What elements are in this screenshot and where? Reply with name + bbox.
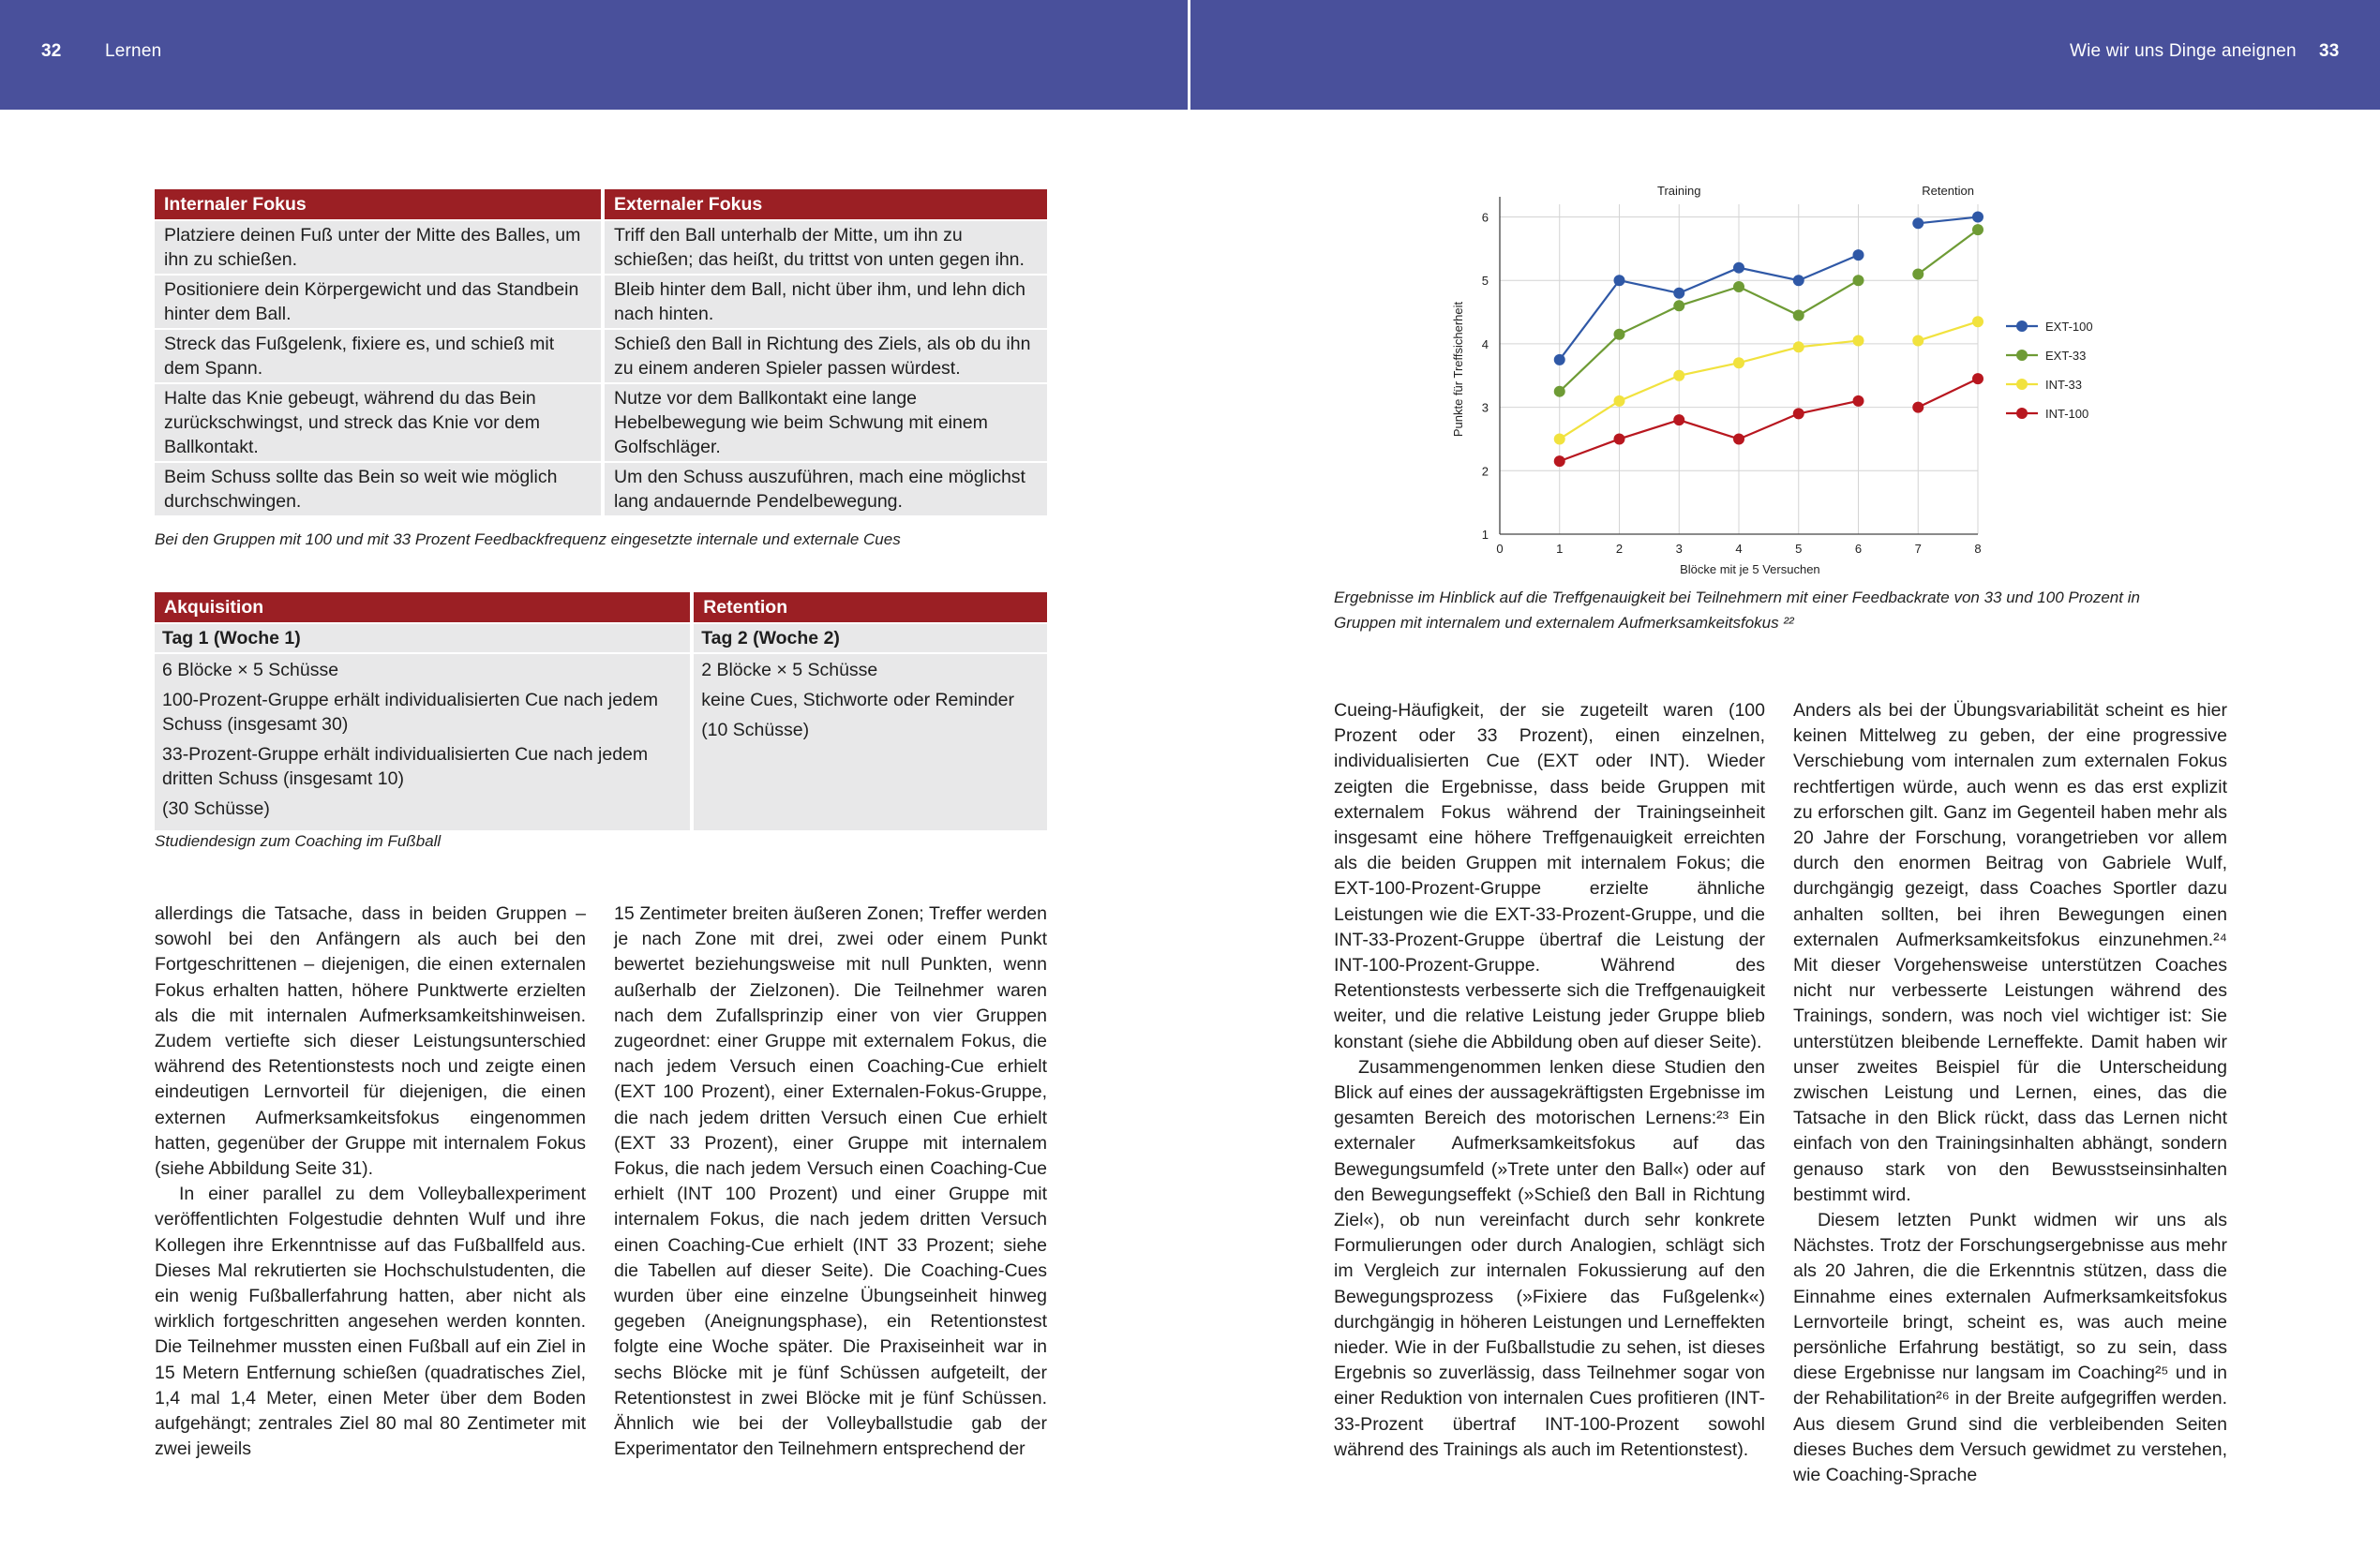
design-item: 6 Blöcke × 5 Schüsse — [162, 660, 339, 680]
left-page-number: 32 — [41, 41, 62, 61]
x-tick-label: 8 — [1974, 542, 1982, 556]
table-cell: Bleib hinter dem Ball, nicht über ihm, und lehn dich nach hinten. — [601, 276, 1047, 328]
design-item: 100-Prozent-Gruppe erhält individualisierten Cue nach jedem Schuss (insgesamt 30) — [162, 690, 658, 735]
data-point — [1912, 217, 1923, 229]
data-point — [1853, 249, 1864, 261]
legend-label: EXT-100 — [2045, 320, 2093, 334]
table-cell: Beim Schuss sollte das Bein so weit wie möglich durchschwingen. — [155, 463, 601, 515]
data-point — [1853, 395, 1864, 407]
data-point — [1733, 357, 1744, 368]
data-point — [1554, 455, 1565, 467]
data-point — [1793, 309, 1804, 320]
table-row — [155, 276, 1047, 328]
x-tick-label: 0 — [1496, 542, 1504, 556]
data-point — [1912, 268, 1923, 279]
design-item: (30 Schüsse) — [162, 798, 270, 819]
series-line-retention — [1918, 230, 1978, 274]
data-point — [1972, 212, 1983, 223]
data-point — [1912, 335, 1923, 347]
legend-marker — [2016, 379, 2028, 390]
left-body-column-2 — [614, 902, 1047, 1462]
data-point — [1673, 370, 1684, 381]
x-tick-label: 6 — [1854, 542, 1863, 556]
data-point — [1554, 433, 1565, 444]
table-cell — [690, 654, 1047, 830]
data-point — [1673, 414, 1684, 425]
line-chart — [1444, 178, 2128, 581]
series-line-training — [1560, 341, 1859, 440]
design-item: 2 Blöcke × 5 Schüsse — [701, 660, 878, 680]
y-tick-label: 6 — [1481, 210, 1489, 225]
table-header: Internaler Fokus — [155, 189, 601, 219]
table-cell: Streck das Fußgelenk, fixiere es, und schieß mit dem Spann. — [155, 330, 601, 382]
left-page-header — [0, 0, 1188, 110]
table-row — [155, 330, 1047, 382]
cues-table — [155, 187, 1047, 517]
table-header: Retention — [690, 592, 1047, 622]
y-tick-label: 3 — [1481, 400, 1489, 415]
x-tick-label: 2 — [1615, 542, 1624, 556]
data-point — [1614, 275, 1625, 286]
table-subheader: Tag 1 (Woche 1) — [155, 624, 690, 652]
table-header: Externaler Fokus — [601, 189, 1047, 219]
design-item: (10 Schüsse) — [701, 720, 810, 740]
y-tick-label: 5 — [1481, 274, 1489, 289]
table-cell: Um den Schuss auszuführen, mach eine möglichst lang andauernde Pendelbewegung. — [601, 463, 1047, 515]
table-header: Akquisition — [155, 592, 690, 622]
data-point — [1972, 224, 1983, 235]
x-tick-label: 7 — [1914, 542, 1922, 556]
paragraph: Cueing-Häufigkeit, der sie zugeteilt waren (100 Prozent oder 33 Prozent), einen einzelnen, individualisierten Cue (EXT oder INT). Wieder zeigten die Ergebnisse, dass beide Gruppen mit externalem Fokus während der Trainingseinheit insgesamt eine höhere Treffgenauigkeit erreichten als die beiden Gruppen mit internalem Fokus; die EXT-100-Prozent-Gruppe erzielte ähnliche Leistungen wie die EXT-33-Prozent-Gruppe, und die INT-33-Prozent-Gruppe übertraf die Leistung der INT-100-Prozent-Gruppe. Während des Retentionstests verbesserte sich die Treffgenauigkeit weiter, und die relative Leistung jeder Gruppe blieb konstant (siehe die Abbildung oben auf dieser Seite). — [1334, 700, 1765, 1052]
legend-marker — [2016, 350, 2028, 361]
data-point — [1673, 300, 1684, 311]
data-point — [1793, 275, 1804, 286]
y-axis-label: Punkte für Treffsicherheit — [1451, 301, 1465, 438]
table-row — [155, 654, 1047, 830]
legend-label: INT-33 — [2045, 378, 2083, 392]
legend-marker — [2016, 408, 2028, 419]
data-point — [1912, 402, 1923, 413]
table-cell: Triff den Ball unterhalb der Mitte, um ihn zu schießen; das heißt, du trittst von unten gegen ihn. — [601, 221, 1047, 274]
left-running-title: Lernen — [105, 41, 162, 61]
table-cell: Halte das Knie gebeugt, während du das Bein zurückschwingst, und streck das Knie vor dem Ballkontakt. — [155, 384, 601, 461]
series-line-retention — [1918, 321, 1978, 340]
left-body-column-1 — [155, 902, 586, 1462]
paragraph: In einer parallel zu dem Volleyballexperiment veröffentlichten Folgestudie dehnten Wulf und ihre Kollegen ihre Erkenntnisse auf das Fußballfeld aus. Dieses Mal rekrutierten sie Hochschulstudenten, die ein wenig Fußballerfahrung hatten, aber nicht als wirklich fortgeschritten angesehen werden konnten. Die Teilnehmer mussten einen Fußball auf ein Ziel in 15 Metern Entfernung schießen (quadratisches Ziel, 1,4 mal 1,4 Meter, einen Meter über dem Boden aufgehängt; zentrales Ziel 80 mal 80 Zentimeter mit zwei jeweils — [155, 1184, 586, 1460]
design-item: keine Cues, Stichworte oder Reminder — [701, 690, 1015, 710]
data-point — [1733, 262, 1744, 274]
data-point — [1853, 275, 1864, 286]
right-page-number: 33 — [2319, 41, 2340, 61]
data-point — [1972, 316, 1983, 327]
data-point — [1614, 329, 1625, 340]
chart-caption: Ergebnisse im Hinblick auf die Treffgenauigkeit bei Teilnehmern mit einer Feedbackrate von 33 und 100 Prozent in Gruppen mit internalem und externalem Aufmerksamkeitsfokus ²² — [1334, 589, 2140, 632]
table-subheader: Tag 2 (Woche 2) — [690, 624, 1047, 652]
right-running-title: Wie wir uns Dinge aneignen — [2070, 41, 2297, 61]
table-cell: Platziere deinen Fuß unter der Mitte des Balles, um ihn zu schießen. — [155, 221, 601, 274]
paragraph: Anders als bei der Übungsvariabilität scheint es hier keinen Mittelweg zu geben, der eine progressive Verschiebung vom internalen zum externalen Fokus rechtfertigen würde, auch wenn es das erst explizit zu erforschen gilt. Ganz im Gegenteil haben mehr als 20 Jahre der Forschung, vorangetrieben vor allem durch den enormen Beitrag von Gabriele Wulf, durchgängig gezeigt, dass Coaches Sportler dazu anhalten sollten, bei ihren Bewegungen einen externalen Aufmerksamkeitsfokus einzunehmen.²⁴ Mit dieser Vorgehensweise unterstützen Coaches nicht nur verbesserte Leistungen während des Trainings, sondern, was noch viel wichtiger ist: Sie unterstützen bleibende Lerneffekte. Damit haben wir unser zweites Beispiel für die Unterscheidung zwischen Leistung und Lernen, eines, das die Tatsache in den Blick rückt, dass das Lernen nicht einfach von den Trainingsinhalten abhängt, sondern genauso stark von den Bewusstseinsinhalten bestimmt wird. — [1793, 700, 2227, 1205]
data-point — [1554, 386, 1565, 397]
data-point — [1554, 354, 1565, 365]
data-point — [1614, 395, 1625, 407]
x-axis-label: Blöcke mit je 5 Versuchen — [1680, 562, 1820, 576]
x-tick-label: 3 — [1675, 542, 1683, 556]
design-table — [155, 590, 1047, 832]
x-tick-label: 4 — [1735, 542, 1743, 556]
data-point — [1733, 281, 1744, 292]
x-tick-label: 1 — [1556, 542, 1564, 556]
table-row — [155, 384, 1047, 461]
series-line-training — [1560, 280, 1859, 391]
cues-table-caption: Bei den Gruppen mit 100 und mit 33 Prozent Feedbackfrequenz eingesetzte internale und externale Cues — [155, 530, 901, 548]
data-point — [1673, 288, 1684, 299]
phase-label: Retention — [1922, 184, 1974, 198]
series-line-retention — [1918, 379, 1978, 407]
table-cell: Schieß den Ball in Richtung des Ziels, als ob du ihn zu einem anderen Spieler passen würdest. — [601, 330, 1047, 382]
phase-label: Training — [1657, 184, 1701, 198]
y-tick-label: 1 — [1481, 528, 1489, 542]
table-cell — [155, 654, 690, 830]
paragraph: Zusammengenommen lenken diese Studien den Blick auf eines der aussagekräftigsten Ergebnisse im gesamten Bereich des motorischen Lernens:²³ Ein externaler Aufmerksamkeitsfokus auf das Bewegungsumfeld (»Trete unter den Ball«) oder auf den Bewegungseffekt (»Schieß den Ball in Richtung Ziel«), ob nun vereinfacht durch sehr konkrete Formulierungen oder durch Analogien, schlägt sich im Vergleich zur internalen Fokussierung auf den Bewegungsprozess (»Fixiere das Fußgelenk«) durchgängig in höheren Leistungen und Lerneffekten nieder. Wie in der Fußballstudie zu sehen, ist dieses Ergebnis so zuverlässig, dass Teilnehmer sogar von einer Reduktion von internalen Cues profitieren (INT-33-Prozent übertraf INT-100-Prozent sowohl während des Trainings als auch im Retentionstest). — [1334, 1056, 1765, 1460]
design-item: 33-Prozent-Gruppe erhält individualisierten Cue nach jedem dritten Schuss (insgesamt 10) — [162, 744, 649, 789]
table-row — [155, 221, 1047, 274]
right-body-column-2 — [1793, 698, 2227, 1488]
paragraph: allerdings die Tatsache, dass in beiden Gruppen – sowohl bei den Anfängern als auch bei den Fortgeschrittenen – diejenigen, die einen externalen Fokus erhalten hatten, höhere Punktwerte erzielten als die mit internalen Aufmerksamkeitshinweisen. Zudem vertiefte sich dieser Leistungsunterschied während des Retentionstests noch und zeigte einen eindeutigen Lernvorteil für diejenigen, die einen externen Aufmerksamkeitsfokus eingenommen hatten, gegenüber der Gruppe mit internalem Fokus (siehe Abbildung Seite 31). — [155, 903, 586, 1180]
table-cell: Positioniere dein Körpergewicht und das Standbein hinter dem Ball. — [155, 276, 601, 328]
legend-marker — [2016, 320, 2028, 332]
data-point — [1972, 373, 1983, 384]
data-point — [1853, 335, 1864, 347]
table-cell: Nutze vor dem Ballkontakt eine lange Hebelbewegung wie beim Schwung mit einem Golfschläger. — [601, 384, 1047, 461]
paragraph: 15 Zentimeter breiten äußeren Zonen; Treffer werden je nach Zone mit drei, zwei oder einem Punkt bewertet beziehungsweise mit null Punkten, wenn außerhalb der Zielzonen). Die Teilnehmer waren nach dem Zufallsprinzip einer von vier Gruppen zugeordnet: einer Gruppe mit externalem Fokus, die nach jedem Versuch einen Coaching-Cue erhielt (EXT 100 Prozent), einer Externalen-Fokus-Gruppe, die nach jedem dritten Versuch einen Cue erhielt (EXT 33 Prozent), einer Gruppe mit internalem Fokus, die nach jedem Versuch einen Coaching-Cue erhielt (INT 100 Prozent) und einer Gruppe mit internalem Fokus, die nach jedem dritten Versuch einen Coaching-Cue erhielt (INT 33 Prozent; siehe die Tabellen auf dieser Seite). Die Coaching-Cues wurden über eine einzelne Übungseinheit hinweg gegeben (Aneignungsphase), ein Retentionstest folgte eine Woche später. Die Praxiseinheit war in sechs Blöcke mit je fünf Schüssen aufgeteilt, der Retentionstest in zwei Blöcke mit je fünf Schüssen. Ähnlich wie bei der Volleyballstudie gab der Experimentator den Teilnehmern entsprechend der — [614, 903, 1047, 1460]
right-page-header — [1190, 0, 2380, 110]
right-body-column-1 — [1334, 698, 1765, 1463]
legend-label: INT-100 — [2045, 407, 2089, 421]
design-table-caption: Studiendesign zum Coaching im Fußball — [155, 832, 442, 850]
legend-label: EXT-33 — [2045, 349, 2087, 363]
paragraph: Diesem letzten Punkt widmen wir uns als Nächstes. Trotz der Forschungsergebnisse aus mehr als 20 Jahren, die die Erkenntnis stützen, dass die Einnahme eines externalen Aufmerksamkeitsfokus Lernvorteile bringt, scheint es, was auch meine persönliche Erfahrung bestätigt, so zu sein, dass diese Ergebnisse nur langsam im Coaching²⁵ und in der Rehabilitation²⁶ in der Breite aufgegriffen werden. Aus diesem Grund sind die verbleibenden Seiten dieses Buches dem Versuch gewidmet zu verstehen, wie Coaching-Sprache — [1793, 1210, 2227, 1486]
data-point — [1614, 433, 1625, 444]
y-tick-label: 4 — [1481, 336, 1489, 351]
table-row — [155, 624, 1047, 652]
y-tick-label: 2 — [1481, 464, 1489, 479]
table-row — [155, 463, 1047, 515]
data-point — [1793, 341, 1804, 352]
x-tick-label: 5 — [1795, 542, 1803, 556]
data-point — [1733, 433, 1744, 444]
data-point — [1793, 408, 1804, 419]
series-line-retention — [1918, 217, 1978, 224]
